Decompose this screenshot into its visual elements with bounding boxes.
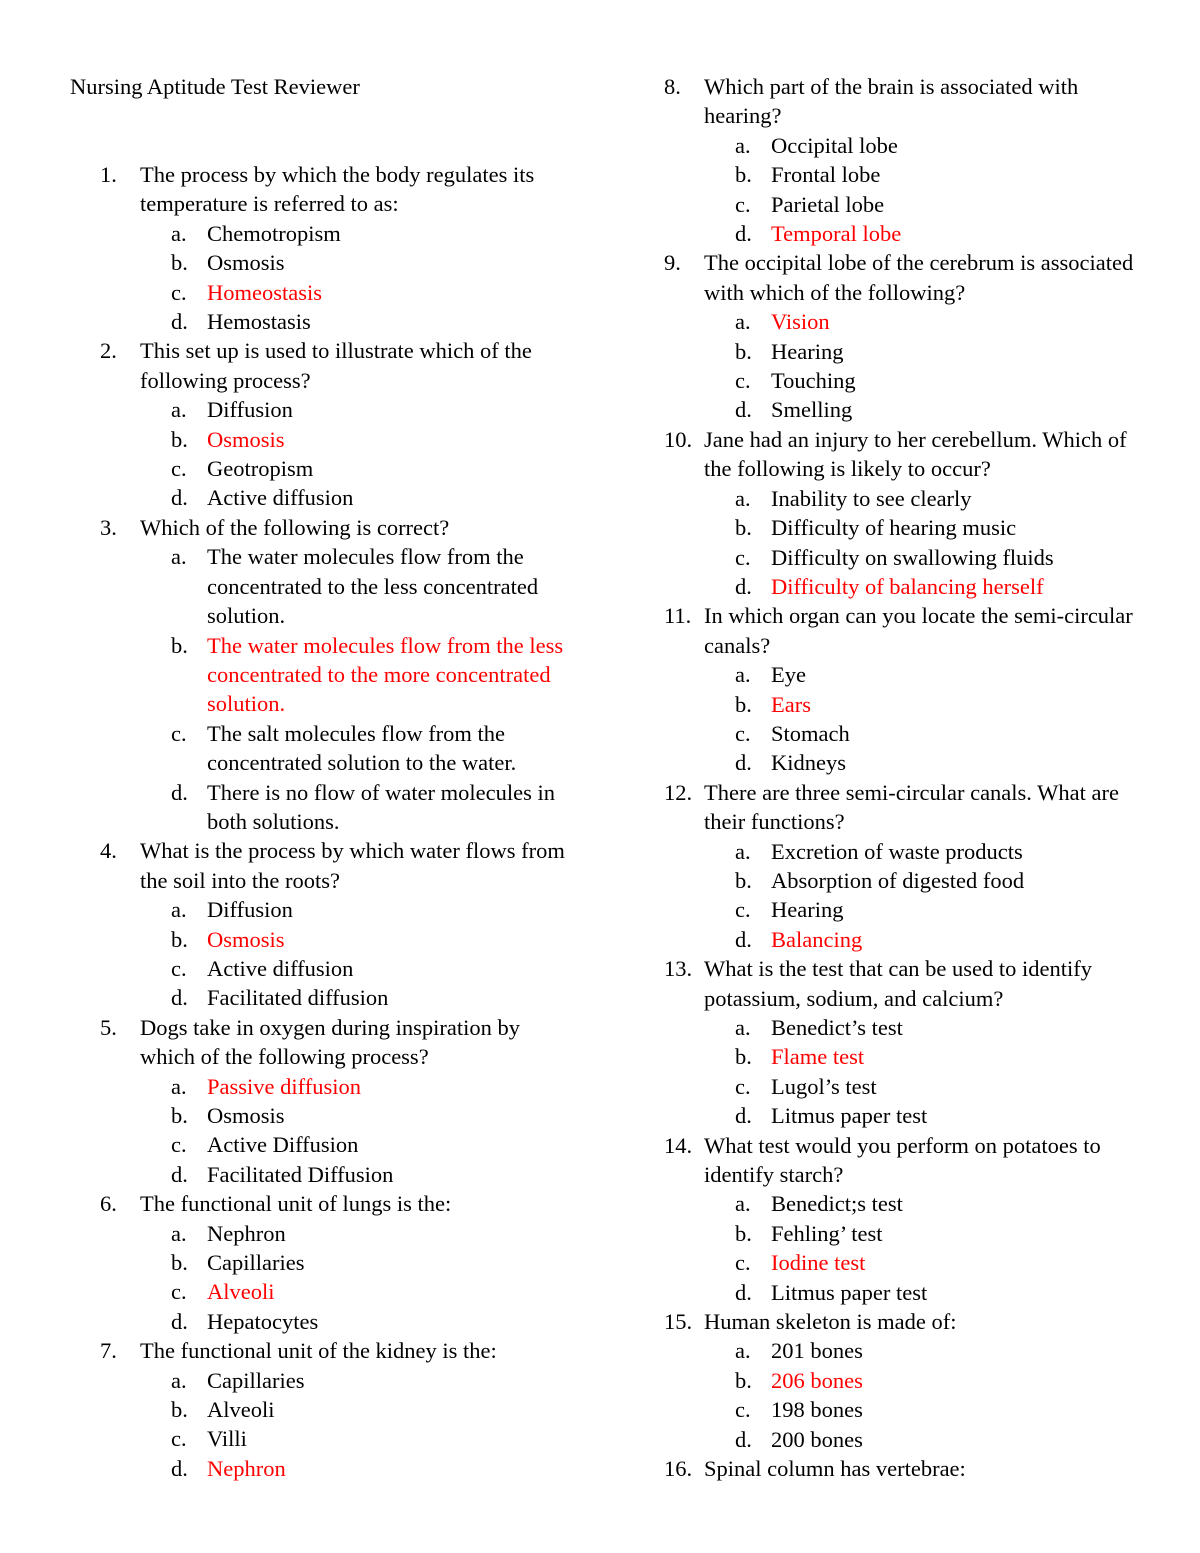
option-text: Geotropism <box>207 456 314 482</box>
question-row <box>664 1307 1134 1336</box>
question-number: 7. <box>100 1338 117 1364</box>
question-number: 8. <box>664 74 681 99</box>
option-letter: b. <box>171 632 188 658</box>
option-letter: b. <box>171 1250 188 1276</box>
option-letter: d. <box>171 309 188 335</box>
option-letter: c. <box>735 1073 751 1099</box>
option-text: Osmosis <box>207 426 285 452</box>
question-number: 12. <box>664 779 693 805</box>
option-letter: a. <box>171 397 187 423</box>
option-text: Osmosis <box>207 1103 285 1128</box>
right-column <box>664 72 1134 1484</box>
option-text: Temporal lobe <box>771 221 902 247</box>
question-text: What is the process by which water flows from the soil into the roots? <box>140 838 565 893</box>
option-text: Facilitated diffusion <box>207 985 389 1011</box>
option-letter: c. <box>735 897 751 923</box>
answer-option <box>171 1395 570 1424</box>
option-text: Absorption of digested food <box>771 867 1025 893</box>
option-text: Difficulty of balancing herself <box>771 573 1044 599</box>
option-text: Diffusion <box>207 897 293 923</box>
question-number: 11. <box>664 603 692 629</box>
question-item <box>100 513 570 836</box>
question-text: The occipital lobe of the cerebrum is associated with which of the following? <box>704 250 1134 305</box>
answer-option <box>735 1101 1134 1130</box>
option-text: Touching <box>771 368 856 394</box>
option-letter: c. <box>735 1250 751 1276</box>
option-letter: b. <box>171 1397 188 1423</box>
option-text: 206 bones <box>771 1367 863 1393</box>
question-item <box>100 1013 570 1189</box>
option-text: Smelling <box>771 397 853 423</box>
answer-option-correct <box>171 1454 570 1483</box>
answer-option <box>171 1424 570 1453</box>
question-item <box>664 1307 1134 1454</box>
option-letter: c. <box>171 955 187 981</box>
option-text: Lugol’s test <box>771 1073 877 1099</box>
document-title: Nursing Aptitude Test Reviewer <box>70 74 360 99</box>
option-text: Stomach <box>771 720 850 746</box>
option-letter: a. <box>735 485 751 511</box>
answer-option <box>735 895 1134 924</box>
question-item <box>664 601 1134 777</box>
answer-option-correct <box>171 278 570 307</box>
answer-option <box>735 131 1134 160</box>
question-number: 6. <box>100 1191 117 1217</box>
answer-option-correct <box>171 425 570 454</box>
question-text: The functional unit of the kidney is the: <box>140 1338 497 1364</box>
answer-option <box>735 1425 1134 1454</box>
option-text: Hepatocytes <box>207 1308 319 1334</box>
answer-option <box>171 1160 570 1189</box>
answer-option <box>735 719 1134 748</box>
question-row <box>100 1189 570 1218</box>
question-number: 3. <box>100 514 117 540</box>
option-letter: c. <box>735 720 751 746</box>
option-text: Hemostasis <box>207 309 311 335</box>
answer-option <box>171 219 570 248</box>
question-row <box>100 160 570 219</box>
question-item <box>100 836 570 1012</box>
question-row <box>100 836 570 895</box>
answer-option <box>171 307 570 336</box>
option-text: Frontal lobe <box>771 162 881 188</box>
answer-option-correct <box>735 219 1134 248</box>
answer-option <box>171 1130 570 1159</box>
option-text: Diffusion <box>207 397 293 423</box>
question-row <box>664 778 1134 837</box>
answer-option <box>735 1395 1134 1424</box>
option-letter: a. <box>171 897 187 923</box>
question-text: In which organ can you locate the semi-circular canals? <box>704 603 1133 658</box>
answer-option <box>735 1336 1134 1365</box>
option-letter: d. <box>735 1426 752 1452</box>
option-text: Vision <box>771 309 830 335</box>
option-text: Difficulty of hearing music <box>771 515 1017 541</box>
question-number: 15. <box>664 1309 693 1335</box>
question-number: 2. <box>100 338 117 364</box>
answer-options <box>735 307 1134 425</box>
question-item <box>664 248 1134 424</box>
option-letter: c. <box>735 544 751 570</box>
question-text: Jane had an injury to her cerebellum. Which of the following is likely to occur? <box>704 426 1127 482</box>
answer-option <box>735 1072 1134 1101</box>
option-text: Litmus paper test <box>771 1279 928 1305</box>
option-letter: a. <box>735 1015 751 1040</box>
option-text: Benedict;s test <box>771 1191 903 1217</box>
question-item <box>664 1131 1134 1307</box>
option-letter: b. <box>735 162 752 188</box>
option-letter: b. <box>171 926 188 952</box>
question-text: The functional unit of lungs is the: <box>140 1191 452 1217</box>
option-letter: b. <box>171 426 188 452</box>
answer-option <box>735 513 1134 542</box>
option-letter: c. <box>171 1426 187 1452</box>
option-letter: c. <box>171 279 187 305</box>
option-text: Hearing <box>771 897 844 923</box>
option-letter: a. <box>735 662 751 688</box>
option-letter: d. <box>171 485 188 511</box>
option-text: Hearing <box>771 338 844 364</box>
option-text: Alveoli <box>207 1279 275 1305</box>
question-item <box>664 778 1134 954</box>
option-text: 200 bones <box>771 1426 863 1452</box>
option-text: Fehling’ test <box>771 1220 883 1246</box>
question-text: Dogs take in oxygen during inspiration by which of the following process? <box>140 1014 520 1070</box>
option-letter: a. <box>171 1220 187 1246</box>
answer-option <box>171 483 570 512</box>
answer-option <box>171 542 570 630</box>
question-row <box>100 1336 570 1365</box>
option-text: Ears <box>771 691 811 717</box>
option-text: Chemotropism <box>207 220 341 246</box>
question-item <box>664 1454 1134 1483</box>
answer-option <box>735 837 1134 866</box>
option-letter: a. <box>171 1073 187 1099</box>
option-text: The water molecules flow from the less concentrated to the more concentrated solution. <box>207 632 564 717</box>
answer-option-correct <box>735 1248 1134 1277</box>
option-text: Capillaries <box>207 1250 305 1276</box>
answer-options <box>735 1189 1134 1307</box>
option-letter: d. <box>171 779 188 805</box>
answer-option <box>171 1366 570 1395</box>
option-letter: d. <box>735 750 752 776</box>
question-item <box>664 425 1134 601</box>
option-text: There is no flow of water molecules in both solutions. <box>207 779 556 834</box>
option-text: Iodine test <box>771 1250 866 1276</box>
question-number: 16. <box>664 1456 693 1482</box>
question-item <box>100 336 570 512</box>
question-text: Spinal column has vertebrae: <box>704 1456 966 1482</box>
option-text: Occipital lobe <box>771 132 898 158</box>
answer-option <box>171 983 570 1012</box>
option-letter: b. <box>735 338 752 364</box>
question-text: Which of the following is correct? <box>140 514 450 540</box>
option-letter: b. <box>171 1103 188 1128</box>
answer-options <box>735 484 1134 602</box>
question-row <box>664 601 1134 660</box>
question-row <box>100 336 570 395</box>
option-text: Active Diffusion <box>207 1132 359 1158</box>
question-row <box>664 954 1134 1013</box>
answer-option <box>171 1101 570 1130</box>
option-letter: c. <box>735 191 751 217</box>
question-row <box>100 1013 570 1072</box>
answer-option <box>735 190 1134 219</box>
answer-options <box>171 1366 570 1484</box>
question-number: 14. <box>664 1132 693 1158</box>
option-letter: b. <box>735 1044 752 1070</box>
answer-option-correct <box>735 572 1134 601</box>
option-text: Nephron <box>207 1220 286 1246</box>
option-letter: b. <box>735 515 752 541</box>
question-number: 13. <box>664 956 693 982</box>
answer-option <box>171 1307 570 1336</box>
answer-option <box>735 748 1134 777</box>
question-row <box>100 513 570 542</box>
answer-option <box>171 248 570 277</box>
option-letter: d. <box>735 397 752 423</box>
question-text: Human skeleton is made of: <box>704 1309 957 1335</box>
option-letter: d. <box>735 573 752 599</box>
answer-option-correct <box>735 690 1134 719</box>
answer-option <box>735 1013 1134 1042</box>
question-number: 9. <box>664 250 681 276</box>
option-letter: a. <box>735 132 751 158</box>
option-text: The salt molecules flow from the concentrated solution to the water. <box>207 720 517 776</box>
answer-option <box>171 395 570 424</box>
option-letter: d. <box>171 1455 188 1481</box>
answer-options <box>171 395 570 513</box>
option-letter: c. <box>735 368 751 394</box>
option-text: Benedict’s test <box>771 1015 903 1040</box>
question-row <box>664 1131 1134 1190</box>
option-text: Parietal lobe <box>771 191 885 217</box>
answer-options <box>735 131 1134 249</box>
question-item <box>100 1189 570 1336</box>
answer-option-correct <box>171 1277 570 1306</box>
option-text: Capillaries <box>207 1367 305 1393</box>
option-text: 201 bones <box>771 1338 863 1364</box>
answer-option-correct <box>171 925 570 954</box>
option-text: Difficulty on swallowing fluids <box>771 544 1054 570</box>
answer-options <box>171 1219 570 1337</box>
answer-option <box>735 866 1134 895</box>
option-letter: b. <box>735 1367 752 1393</box>
question-item <box>664 72 1134 248</box>
question-item <box>100 160 570 336</box>
answer-option-correct <box>735 307 1134 336</box>
question-item <box>100 1336 570 1483</box>
option-text: Eye <box>771 662 806 688</box>
answer-options <box>735 1336 1134 1454</box>
question-text: There are three semi-circular canals. What are their functions? <box>704 779 1119 835</box>
option-text: Litmus paper test <box>771 1103 928 1129</box>
answer-option <box>171 454 570 483</box>
option-letter: c. <box>171 720 187 746</box>
option-text: Balancing <box>771 926 863 952</box>
answer-option-correct <box>171 1072 570 1101</box>
option-letter: d. <box>735 1279 752 1305</box>
option-letter: a. <box>735 309 751 335</box>
option-letter: d. <box>735 926 752 952</box>
question-text: What is the test that can be used to identify potassium, sodium, and calcium? <box>704 956 1093 1011</box>
option-letter: a. <box>735 1338 751 1364</box>
answer-options <box>171 542 570 836</box>
option-letter: a. <box>735 1191 751 1217</box>
option-text: Inability to see clearly <box>771 485 972 511</box>
option-text: Homeostasis <box>207 279 322 305</box>
option-letter: c. <box>171 1279 187 1305</box>
option-letter: c. <box>171 1132 187 1158</box>
answer-options <box>735 660 1134 778</box>
question-item <box>664 954 1134 1130</box>
answer-option <box>171 778 570 837</box>
question-text: What test would you perform on potatoes to identify starch? <box>704 1132 1101 1188</box>
question-number: 5. <box>100 1014 117 1040</box>
option-text: Nephron <box>207 1455 286 1481</box>
option-letter: c. <box>735 1397 751 1423</box>
question-text: This set up is used to illustrate which of the following process? <box>140 338 532 393</box>
answer-options <box>735 837 1134 955</box>
answer-option <box>171 719 570 778</box>
answer-option <box>735 543 1134 572</box>
answer-options <box>171 1072 570 1190</box>
option-letter: d. <box>171 985 188 1011</box>
option-letter: a. <box>735 838 751 864</box>
option-letter: a. <box>171 544 187 570</box>
question-text: The process by which the body regulates its temperature is referred to as: <box>140 162 535 217</box>
option-letter: b. <box>735 1220 752 1246</box>
option-text: Facilitated Diffusion <box>207 1161 394 1187</box>
option-text: Osmosis <box>207 250 285 276</box>
answer-option <box>171 1219 570 1248</box>
answer-options <box>735 1013 1134 1131</box>
answer-option-correct <box>735 1042 1134 1071</box>
question-text: Which part of the brain is associated with hearing? <box>704 74 1079 129</box>
answer-options <box>171 895 570 1013</box>
left-column <box>100 160 570 1483</box>
option-text: Villi <box>207 1426 247 1452</box>
option-letter: d. <box>735 1103 752 1129</box>
question-row <box>664 72 1134 131</box>
option-text: The water molecules flow from the concentrated to the less concentrated solution. <box>207 544 539 629</box>
answer-option <box>735 484 1134 513</box>
answer-option-correct <box>171 631 570 719</box>
answer-option <box>735 1278 1134 1307</box>
option-letter: d. <box>171 1308 188 1334</box>
option-text: Passive diffusion <box>207 1073 361 1099</box>
option-text: Flame test <box>771 1044 865 1070</box>
option-letter: a. <box>171 220 187 246</box>
question-row <box>664 425 1134 484</box>
question-row <box>664 1454 1134 1483</box>
question-number: 10. <box>664 426 693 452</box>
option-letter: d. <box>171 1161 188 1187</box>
option-text: 198 bones <box>771 1397 863 1423</box>
option-letter: d. <box>735 221 752 247</box>
option-text: Osmosis <box>207 926 285 952</box>
answer-option <box>171 1248 570 1277</box>
option-letter: b. <box>735 867 752 893</box>
option-text: Kidneys <box>771 750 846 776</box>
question-number: 4. <box>100 838 117 864</box>
answer-option-correct <box>735 925 1134 954</box>
option-text: Alveoli <box>207 1397 275 1423</box>
option-letter: b. <box>735 691 752 717</box>
option-letter: a. <box>171 1367 187 1393</box>
option-letter: b. <box>171 250 188 276</box>
option-text: Active diffusion <box>207 485 354 511</box>
answer-option <box>735 1189 1134 1218</box>
option-letter: c. <box>171 456 187 482</box>
answer-option <box>735 366 1134 395</box>
answer-option-correct <box>735 1366 1134 1395</box>
answer-option <box>171 895 570 924</box>
answer-option <box>735 1219 1134 1248</box>
question-row <box>664 248 1134 307</box>
answer-option <box>171 954 570 983</box>
answer-option <box>735 395 1134 424</box>
answer-option <box>735 660 1134 689</box>
answer-option <box>735 160 1134 189</box>
answer-options <box>171 219 570 337</box>
answer-option <box>735 337 1134 366</box>
question-number: 1. <box>100 162 117 187</box>
option-text: Active diffusion <box>207 955 354 981</box>
option-text: Excretion of waste products <box>771 838 1023 864</box>
